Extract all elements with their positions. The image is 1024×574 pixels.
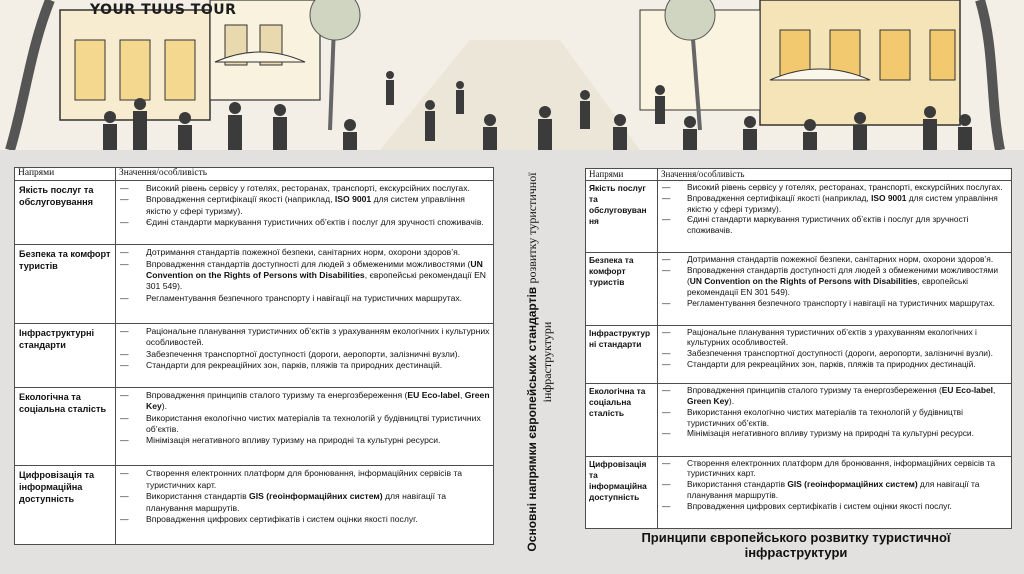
meaning-list (661, 385, 1008, 439)
list-item: — Високий рівень сервісу у готелях, ресторанах, транспорті, екскурсійних послугах. (661, 182, 1008, 193)
list-item: — Забезпечення транспортної доступності (дороги, аеропорти, залізничні вузли). (119, 349, 490, 360)
meaning-list (119, 326, 490, 372)
slide-caption: Принципи європейського розвитку туристичної інфраструктури (641, 530, 951, 560)
list-item: — Єдині стандарти маркування туристичних об’єктів і послуг для зручності споживачів. (119, 217, 490, 228)
table-row (15, 181, 494, 245)
list-item: — Впровадження сертифікації якості (наприклад, ISO 9001 для систем управління якістю у сфері туризму). (661, 193, 1008, 215)
meaning-cell (116, 245, 494, 324)
emphasis: ISO 9001 (871, 192, 907, 203)
meaning-cell (658, 253, 1012, 325)
emphasis: Green Key (687, 396, 729, 407)
header-directions: Напрями (15, 168, 116, 181)
list-item: — Раціональне планування туристичних об’єктів з урахуванням екологічних і культурних особливостей. (661, 327, 1008, 349)
direction-cell: Якість послуг та обслуговуван ня (586, 181, 658, 253)
list-item: — Використання екологічно чистих матеріалів та технологій у будівництві туристичних об’єктів. (661, 407, 1008, 429)
list-item: — Впровадження цифрових сертифікатів і систем оцінки якості послуг. (119, 514, 490, 525)
list-item: — Впровадження сертифікації якості (наприклад, ISO 9001 для систем управління якістю у сфері туризму). (119, 194, 490, 217)
direction-cell: Цифровізація та інформаційна доступність (586, 456, 658, 528)
meaning-cell (116, 181, 494, 245)
direction-cell: Інфраструктурні стандарти (15, 323, 116, 387)
list-item: — Використання стандартів GIS (геоінформаційних систем) для навігації та планування маршрутів. (119, 491, 490, 514)
list-item: — Єдині стандарти маркування туристичних об’єктів і послуг для зручності споживачів. (661, 214, 1008, 236)
table-body (15, 181, 494, 545)
list-item: — Стандарти для рекреаційних зон, парків, пляжів та природних дестинацій. (119, 360, 490, 371)
meaning-cell (116, 387, 494, 466)
shop-sign: YOUR TUUS TOUR (90, 2, 237, 18)
list-item: — Впровадження стандартів доступності для людей з обмеженими можливостями (UN Convention on the Rights of Persons with Disabilities, європейські рекомендації EN 301 549). (661, 265, 1008, 297)
meaning-cell (658, 384, 1012, 456)
meaning-list (661, 182, 1008, 236)
table-row (15, 323, 494, 387)
table-row (586, 456, 1012, 528)
list-item: — Використання екологічно чистих матеріалів та технологій у будівництві туристичних об’єктів. (119, 413, 490, 436)
list-item: — Дотримання стандартів пожежної безпеки, санітарних норм, охорони здоров’я. (119, 247, 490, 258)
table-row (15, 245, 494, 324)
list-item: — Дотримання стандартів пожежної безпеки, санітарних норм, охорони здоров’я. (661, 254, 1008, 265)
list-item: — Впровадження принципів сталого туризму та енергозбереження (EU Eco-label, Green Key). (661, 385, 1008, 407)
direction-cell: Безпека та комфорт туристів (586, 253, 658, 325)
emphasis: UN Convention on the Rights of Persons with Disabilities (146, 258, 483, 280)
table-row (586, 384, 1012, 456)
list-item: — Впровадження цифрових сертифікатів і систем оцінки якості послуг. (661, 501, 1008, 512)
table-row (586, 325, 1012, 384)
emphasis: UN Convention on the Rights of Persons with Disabilities (689, 275, 918, 286)
direction-cell: Екологічна та соціальна сталість (15, 387, 116, 466)
list-item: — Впровадження стандартів доступності для людей з обмеженими можливостями (UN Convention on the Rights of Persons with Disabilities, європейські рекомендації EN 301 549). (119, 259, 490, 293)
street-illustration (0, 0, 1024, 150)
table-row (586, 181, 1012, 253)
table-row (15, 466, 494, 545)
meaning-cell (116, 323, 494, 387)
direction-cell: Безпека та комфорт туристів (15, 245, 116, 324)
meaning-cell (658, 325, 1012, 384)
list-item: — Регламентування безпечного транспорту і навігації на туристичних маршрутах. (661, 298, 1008, 309)
vertical-title (525, 172, 555, 552)
table-row (15, 387, 494, 466)
list-item: — Використання стандартів GIS (геоінформаційних систем) для навігації та планування маршрутів. (661, 479, 1008, 501)
list-item: — Регламентування безпечного транспорту і навігації на туристичних маршрутах. (119, 293, 490, 304)
table-header-row (586, 169, 1012, 181)
meaning-cell (658, 456, 1012, 528)
meaning-list (661, 327, 1008, 370)
header-meaning: Значення/особливість (116, 168, 494, 181)
list-item: — Високий рівень сервісу у готелях, ресторанах, транспорті, екскурсійних послугах. (119, 183, 490, 194)
direction-cell: Якість послуг та обслуговування (15, 181, 116, 245)
table-body (586, 181, 1012, 529)
emphasis: Green Key (146, 389, 490, 412)
vertical-title-rest: розвитку туристичної інфраструктури (525, 172, 554, 403)
list-item: — Створення електронних платформ для бронювання, інформаційних сервісів та туристичних карт. (119, 468, 490, 491)
meaning-cell (658, 181, 1012, 253)
emphasis: EU Eco-label (407, 389, 460, 400)
list-item: — Стандарти для рекреаційних зон, парків, пляжів та природних дестинацій. (661, 359, 1008, 370)
emphasis: EU Eco-label (941, 385, 993, 396)
meaning-list (661, 254, 1008, 308)
header-directions: Напрями (586, 169, 658, 181)
table-row (586, 253, 1012, 325)
list-item: — Мінімізація негативного впливу туризму на природні та культурні ресурси. (119, 435, 490, 446)
emphasis: GIS (геоінформаційних систем) (249, 491, 383, 502)
table-header-row (15, 168, 494, 181)
street-scene (0, 0, 1024, 150)
direction-cell: Екологічна та соціальна сталість (586, 384, 658, 456)
meaning-list (119, 247, 490, 304)
direction-cell: Цифровізація та інформаційна доступність (15, 466, 116, 545)
vertical-title-main: Основні напрямки європейських стандартів (525, 286, 539, 552)
meaning-list (119, 183, 490, 229)
emphasis: GIS (геоінформаційних систем) (787, 479, 918, 490)
meaning-list (119, 390, 490, 447)
list-item: — Раціональне планування туристичних об’єктів з урахуванням екологічних і культурних особливостей. (119, 326, 490, 349)
meaning-cell (116, 466, 494, 545)
direction-cell: Інфраструктур ні стандарти (586, 325, 658, 384)
meaning-list (661, 458, 1008, 512)
emphasis: ISO 9001 (334, 194, 372, 205)
standards-table-right (585, 168, 1012, 529)
meaning-list (119, 468, 490, 525)
list-item: — Мінімізація негативного впливу туризму на природні та культурні ресурси. (661, 428, 1008, 439)
standards-table-left (14, 167, 494, 545)
header-meaning: Значення/особливість (658, 169, 1012, 181)
list-item: — Створення електронних платформ для бронювання, інформаційних сервісів та туристичних карт. (661, 458, 1008, 480)
list-item: — Впровадження принципів сталого туризму та енергозбереження (EU Eco-label, Green Key). (119, 390, 490, 413)
list-item: — Забезпечення транспортної доступності (дороги, аеропорти, залізничні вузли). (661, 348, 1008, 359)
